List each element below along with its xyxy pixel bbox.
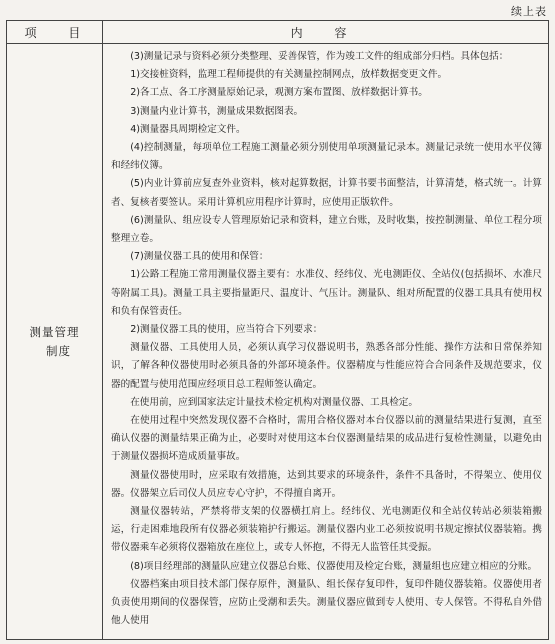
paragraph: (6)测量队、组应设专人管理原始记录和资料，建立台账，及时收集，按控制测量、单位工程分项整理立卷。	[111, 214, 542, 245]
paragraph: 测量仪器转站，严禁将带支架的仪器横扛肩上。经纬仪、光电测距仪和全站仪转站必须装箱搬运，行走困难地段所有仪器必须装箱护行搬运。测量仪器内业工必须按说明书规定擦拭仪器装箱。携带仪器乘车必须将仪器箱放在座位上，或专人怀抱，不得无人监管任其受振。	[111, 506, 542, 554]
paragraph: 在使用过程中突然发现仪器不合格时，需用合格仪器对本台仪器以前的测量结果进行复测，直至确认仪器的测量结果正确为止，必要时对使用这本台仪器测量结果的成品进行复检性测量，以避免由于测量仪器损坏造成质量事故。	[111, 415, 542, 463]
item-name-line-1: 测量管理	[29, 325, 80, 339]
paragraph: 2)测量仪器工具的使用，应当符合下列要求：	[130, 324, 323, 336]
paragraph: 测量仪器、工具使用人员，必须认真学习仪器说明书，熟悉各部分性能、操作方法和日常保养知识，了解各种仪器使用时必须具备的外部环境条件。仪器精度与性能应符合合同条件及规范要求，仪器的配置与使用范围应经项目总工程师签认确定。	[111, 342, 542, 390]
paragraph: (8)项目经理部的测量队应建立仪器总台账、仪器使用及检定台账，测量组也应建立相应的分账。	[130, 560, 538, 572]
continue-label: 续上表	[511, 5, 547, 18]
header-content: 内 容	[290, 25, 361, 40]
item-name-line-2: 制度	[46, 344, 71, 358]
table-row	[7, 44, 548, 640]
paragraph: 仪器档案由项目技术部门保存原件，测量队、组长保存复印件，复印件随仪器装箱。仪器使用者负责使用期间的仪器保管，应防止受潮和丢失。测量仪器应做到专人使用、专人保管。不得私自外借他人使用	[111, 578, 542, 627]
item-name-cell	[7, 44, 103, 640]
paragraph: 测量仪器使用时，应采取有效措施，达到其要求的环境条件，条件不具备时，不得架立、使用仪器。仪器架立后司仪人员应专心守护，不得擅自离开。	[111, 469, 542, 499]
paragraph: (5)内业计算前应复查外业资料，核对起算数据，计算书要书面整洁，计算清楚，格式统一。计算者、复核者要签认。采用计算机应用程序计算时，应使用正版软件。	[111, 178, 542, 208]
paragraph: (7)测量仪器工具的使用和保管：	[130, 251, 269, 263]
paragraph: 4)测量器具周期检定文件。	[130, 123, 246, 135]
paragraph: 1)交接桩资料，监理工程师提供的有关测量控制网点，放样数据变更文件。	[130, 69, 448, 81]
regulation-table	[6, 20, 549, 640]
paragraph: (4)控制测量，每项单位工程施工测量必须分别使用单项测量记录本。测量记录统一使用水平仪簿和经纬仪簿。	[111, 142, 542, 172]
paragraph: 1)公路工程施工常用测量仪器主要有：水准仪、经纬仪、光电测距仪、全站仪(包括损坏、水准尺等附属工具)。测量工具主要指量距尺、温度计、气压计。测量队、组对所配置的仪器工具具有使用权和负有保管责任。	[111, 269, 542, 317]
paragraph: (3)测量记录与资料必须分类整理、妥善保管，作为竣工文件的组成部分归档。具体包括：	[130, 51, 509, 62]
content-cell	[103, 44, 548, 640]
paragraph: 2)各工点、各工序测量原始记录，观测方案布置图、放样数据计算书。	[130, 87, 428, 99]
paragraph: 3)测量内业计算书，测量成果数据图表。	[130, 105, 304, 117]
header-item: 项 目	[7, 21, 103, 43]
table-header-row	[7, 21, 548, 44]
paragraph: 在使用前，应到国家法定计量技术检定机构对测量仪器、工具检定。	[130, 396, 418, 408]
